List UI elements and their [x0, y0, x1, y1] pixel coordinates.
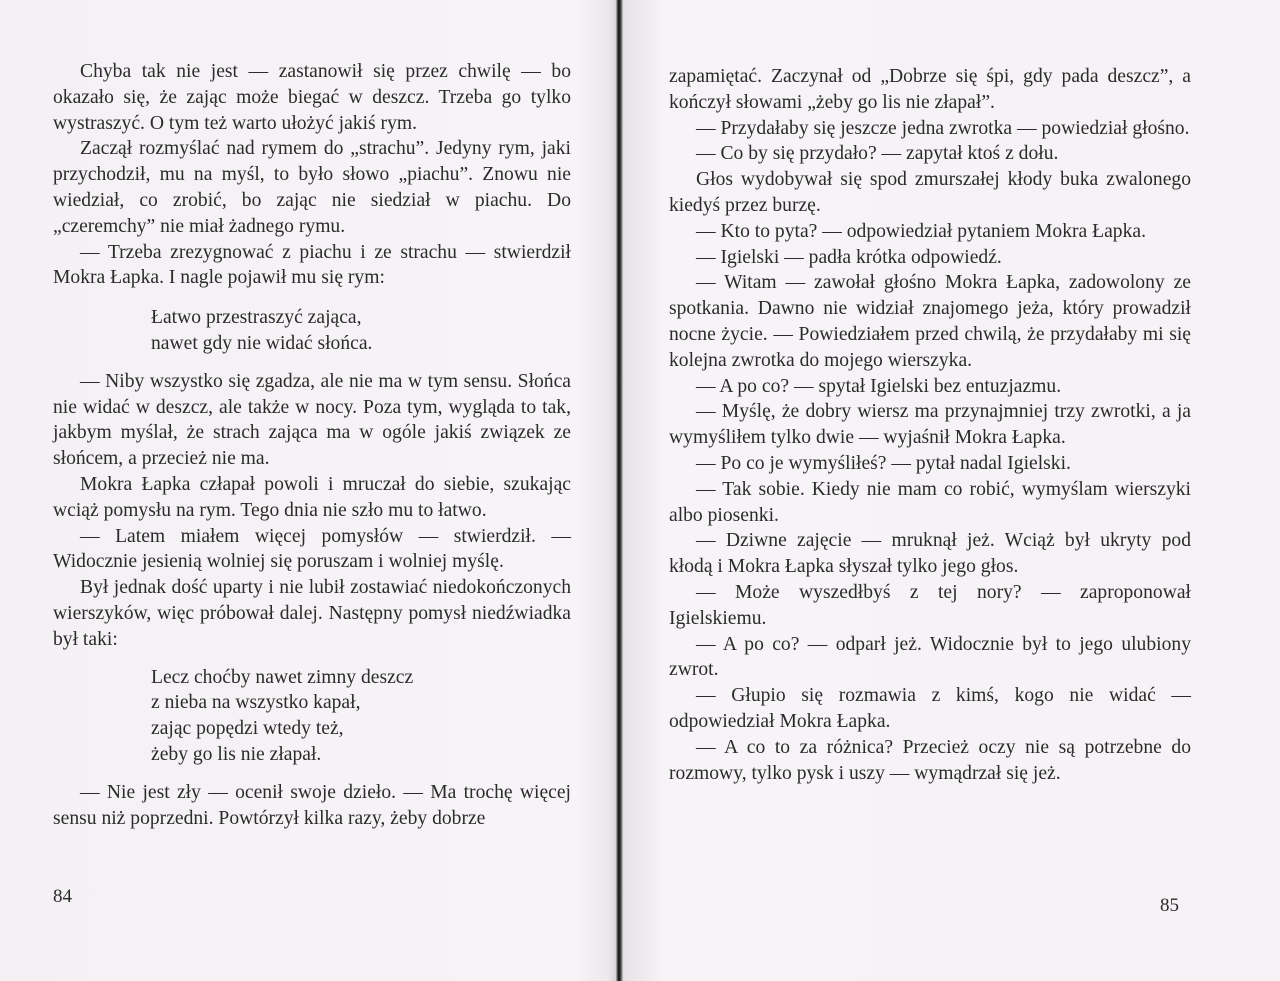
right-page-text	[669, 64, 1191, 786]
paragraph: — Po co je wymyśliłeś? — pytał nadal Igielski.	[696, 452, 1071, 474]
verse-line: Lecz choćby nawet zimny deszcz	[151, 666, 414, 688]
verse-line: nawet gdy nie widać słońca.	[151, 332, 373, 354]
paragraph: — Myślę, że dobry wiersz ma przynajmniej trzy zwrotki, a ja wymyśliłem tylko dwie — wyjaśnił Mokra Łapka.	[669, 401, 1191, 449]
paragraph-continued: zapamiętać. Zaczynał od „Dobrze się śpi, gdy pada deszcz”, a kończył słowami „żeby go lis nie złapał”.	[669, 66, 1191, 113]
paragraph: Był jednak dość uparty i nie lubił zostawiać niedokończonych wierszyków, więc próbował dalej. Następny pomysł niedźwiadka był taki:	[53, 577, 571, 650]
verse-line: zając popędzi wtedy też,	[151, 718, 344, 740]
paragraph: — Dziwne zajęcie — mruknął jeż. Wciąż był ukryty pod kłodą i Mokra Łapka słyszał tylko jego głos.	[669, 530, 1191, 578]
verse-line: Łatwo przestraszyć zająca,	[151, 307, 362, 329]
paragraph: — A co to za różnica? Przecież oczy nie są potrzebne do rozmowy, tylko pysk i uszy — wymądrzał się jeż.	[669, 736, 1191, 784]
verse-stanza-2	[151, 665, 571, 768]
verse-stanza-1	[151, 305, 571, 357]
paragraph: — Co by się przydało? — zapytał ktoś z dołu.	[696, 143, 1059, 165]
paragraph: — Trzeba zrezygnować z piachu i ze strachu — stwierdził Mokra Łapka. I nagle pojawił mu się rym:	[53, 241, 571, 289]
paragraph: Mokra Łapka człapał powoli i mruczał do siebie, szukając wciąż pomysłu na rym. Tego dnia nie szło mu to łatwo.	[53, 473, 571, 521]
paragraph: — A po co? — spytał Igielski bez entuzjazmu.	[696, 375, 1062, 397]
left-page	[0, 0, 610, 981]
page-number-left: 84	[53, 886, 72, 907]
left-page-text	[53, 59, 571, 831]
paragraph: — Kto to pyta? — odpowiedział pytaniem Mokra Łapka.	[696, 220, 1146, 242]
paragraph: Zaczął rozmyślać nad rymem do „strachu”. Jedyny rym, jaki przychodził, mu na myśl, to było słowo „piachu”. Znowu nie wiedział, co zrobić, bo zając nie siedział w piachu. Do „czeremchy” nie miał żadnego rymu.	[53, 138, 571, 237]
paragraph: — Może wyszedłbyś z tej nory? — zaproponował Igielskiemu.	[669, 581, 1191, 629]
paragraph: — Witam — zawołał głośno Mokra Łapka, zadowolony ze spotkania. Dawno nie widział znajomego jeża, który prowadził nocne życie. — Powiedziałem przed chwilą, że przydałaby mi się kolejna zwrotka do mojego wierszyka.	[669, 272, 1191, 371]
paragraph: — Igielski — padła krótka odpowiedź.	[696, 246, 1002, 268]
paragraph: — Latem miałem więcej pomysłów — stwierdził. — Widocznie jesienią wolniej się poruszam i wolniej myślę.	[53, 525, 571, 573]
paragraph: — Tak sobie. Kiedy nie mam co robić, wymyślam wierszyki albo piosenki.	[669, 478, 1191, 526]
paragraph: Głos wydobywał się spod zmurszałej kłody buka zwalonego kiedyś przez burzę.	[669, 169, 1191, 216]
paragraph: — Przydałaby się jeszcze jedna zwrotka — powiedział głośno.	[696, 117, 1190, 139]
page-number-right: 85	[1160, 895, 1179, 916]
paragraph: — A po co? — odparł jeż. Widocznie był to jego ulubiony zwrot.	[669, 633, 1191, 681]
right-page	[622, 0, 1280, 981]
paragraph: Chyba tak nie jest — zastanowił się przez chwilę — bo okazało się, że zając może biegać w deszcz. Trzeba go tylko wystraszyć. O tym też warto ułożyć jakiś rym.	[53, 61, 571, 134]
paragraph: — Niby wszystko się zgadza, ale nie ma w tym sensu. Słońca nie widać w deszcz, ale także w nocy. Poza tym, wygląda to tak, jakbym myślał, że strach zająca ma w ogóle jakiś związek ze słońcem, a przecież nie ma.	[53, 370, 571, 470]
verse-line: z nieba na wszystko kapał,	[151, 692, 361, 714]
verse-line: żeby go lis nie złapał.	[151, 743, 322, 765]
paragraph: — Nie jest zły — ocenił swoje dzieło. — Ma trochę więcej sensu niż poprzedni. Powtórzył kilka razy, żeby dobrze	[53, 781, 571, 829]
paragraph: — Głupio się rozmawia z kimś, kogo nie widać — odpowiedział Mokra Łapka.	[669, 685, 1191, 732]
